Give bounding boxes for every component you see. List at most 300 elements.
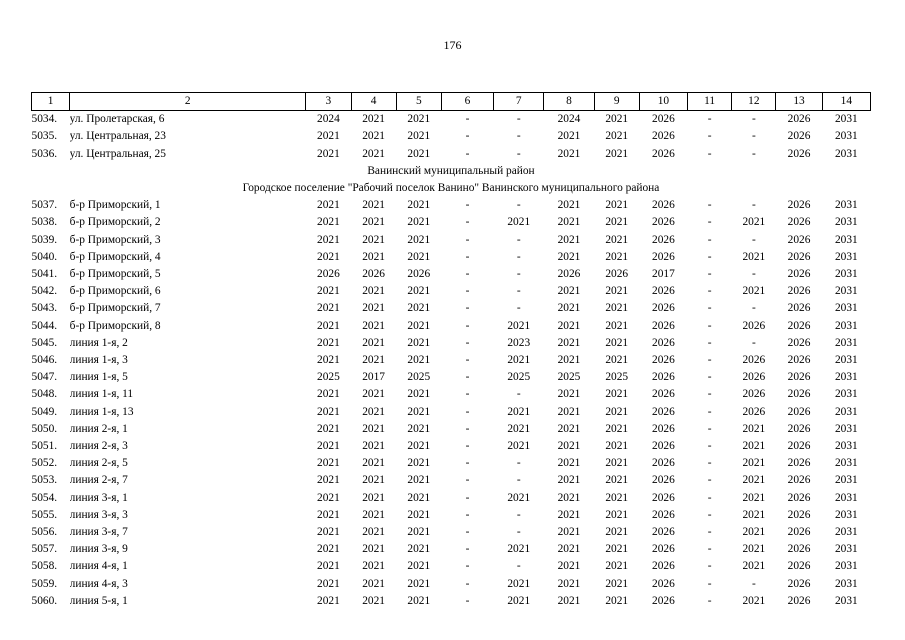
year-cell: 2021	[605, 199, 629, 212]
row-number: 5054.	[31, 491, 58, 504]
year-cell: 2026	[652, 457, 675, 470]
year-cell: -	[465, 319, 470, 332]
year-cell: -	[751, 113, 756, 126]
year-cell: -	[465, 594, 470, 607]
year-cell: 2031	[834, 336, 858, 349]
year-cell: 2021	[557, 508, 581, 521]
year-cell: -	[751, 302, 756, 315]
year-cell: 2021	[507, 216, 531, 229]
year-cell: -	[465, 354, 470, 367]
year-cell: 2021	[557, 474, 581, 487]
row-number: 5052.	[31, 457, 58, 470]
table-row	[32, 197, 871, 214]
year-cell: 2021	[362, 336, 385, 349]
year-cell: 2021	[407, 577, 431, 590]
year-cell: 2025	[557, 371, 581, 384]
header-cell: 4	[351, 93, 396, 111]
year-cell: 2026	[652, 216, 675, 229]
year-cell: 2021	[507, 543, 531, 556]
year-cell: 2021	[317, 130, 340, 143]
year-cell: 2021	[557, 543, 581, 556]
year-cell: 2026	[787, 526, 811, 539]
year-cell: 2026	[317, 268, 340, 281]
table-row	[32, 214, 871, 231]
year-cell: -	[707, 422, 712, 435]
year-cell: 2021	[362, 508, 385, 521]
year-cell: 2021	[742, 457, 766, 470]
table-row	[32, 352, 871, 369]
year-cell: 2031	[834, 491, 858, 504]
year-cell: 2021	[317, 491, 340, 504]
year-cell: 2021	[317, 216, 340, 229]
row-number: 5050.	[31, 422, 58, 435]
year-cell: 2021	[557, 405, 581, 418]
year-cell: -	[516, 508, 521, 521]
year-cell: 2021	[362, 577, 385, 590]
year-cell: 2026	[652, 508, 675, 521]
header-cell: 11	[688, 93, 732, 111]
header-cell: 7	[494, 93, 544, 111]
year-cell: 2021	[557, 285, 581, 298]
year-cell: 2026	[787, 285, 811, 298]
year-cell: -	[516, 457, 521, 470]
table-row	[32, 558, 871, 575]
year-cell: 2021	[362, 526, 385, 539]
year-cell: 2025	[507, 371, 531, 384]
year-cell: 2021	[605, 594, 629, 607]
row-number: 5037.	[31, 199, 58, 212]
year-cell: 2021	[557, 319, 581, 332]
year-cell: -	[465, 388, 470, 401]
year-cell: -	[465, 147, 470, 160]
year-cell: 2021	[742, 216, 766, 229]
row-number: 5047.	[31, 371, 58, 384]
year-cell: 2026	[787, 147, 811, 160]
year-cell: -	[465, 336, 470, 349]
year-cell: 2026	[742, 371, 766, 384]
register-table	[31, 92, 871, 610]
year-cell: 2021	[362, 560, 385, 573]
year-cell: -	[707, 147, 712, 160]
section-row	[32, 180, 871, 197]
table-row	[32, 232, 871, 249]
year-cell: 2021	[557, 199, 581, 212]
year-cell: -	[465, 457, 470, 470]
year-cell: 2021	[507, 354, 531, 367]
year-cell: -	[516, 388, 521, 401]
row-number: 5049.	[31, 405, 58, 418]
row-number: 5053.	[31, 474, 58, 487]
year-cell: 2021	[407, 302, 431, 315]
year-cell: -	[751, 336, 756, 349]
address-cell: б-р Приморский, 2	[69, 216, 161, 229]
year-cell: -	[707, 526, 712, 539]
address-cell: линия 5-я, 1	[69, 594, 128, 607]
year-cell: 2021	[362, 250, 385, 263]
table-row	[32, 300, 871, 317]
year-cell: 2026	[652, 250, 675, 263]
year-cell: -	[516, 285, 521, 298]
year-cell: -	[707, 577, 712, 590]
year-cell: 2021	[507, 422, 531, 435]
year-cell: 2021	[605, 543, 629, 556]
year-cell: 2021	[605, 526, 629, 539]
year-cell: 2026	[652, 319, 675, 332]
year-cell: 2021	[507, 491, 531, 504]
year-cell: 2026	[652, 543, 675, 556]
header-cell: 10	[639, 93, 687, 111]
year-cell: -	[465, 250, 470, 263]
year-cell: -	[707, 250, 712, 263]
year-cell: 2021	[362, 457, 385, 470]
row-number: 5038.	[31, 216, 58, 229]
address-cell: линия 3-я, 3	[69, 508, 128, 521]
row-number: 5041.	[31, 268, 58, 281]
header-cell: 12	[732, 93, 776, 111]
year-cell: 2026	[787, 508, 811, 521]
year-cell: 2021	[362, 233, 385, 246]
table-row	[32, 507, 871, 524]
year-cell: 2021	[557, 560, 581, 573]
year-cell: 2025	[407, 371, 431, 384]
year-cell: 2026	[652, 577, 675, 590]
year-cell: 2021	[605, 422, 629, 435]
year-cell: 2026	[652, 405, 675, 418]
address-cell: линия 2-я, 3	[69, 440, 128, 453]
address-cell: линия 1-я, 5	[69, 371, 128, 384]
year-cell: 2021	[557, 130, 581, 143]
year-cell: 2026	[652, 336, 675, 349]
year-cell: 2026	[787, 302, 811, 315]
year-cell: 2021	[362, 216, 385, 229]
address-cell: линия 2-я, 5	[69, 457, 128, 470]
year-cell: 2021	[557, 491, 581, 504]
year-cell: 2026	[787, 388, 811, 401]
table-row	[32, 472, 871, 489]
row-number: 5058.	[31, 560, 58, 573]
address-cell: линия 1-я, 13	[69, 405, 134, 418]
year-cell: 2026	[652, 302, 675, 315]
year-cell: -	[516, 268, 521, 281]
year-cell: 2021	[362, 474, 385, 487]
year-cell: 2021	[317, 250, 340, 263]
year-cell: 2021	[605, 216, 629, 229]
year-cell: 2021	[407, 474, 431, 487]
year-cell: 2021	[605, 250, 629, 263]
year-cell: 2031	[834, 526, 858, 539]
section-title: Городское поселение "Рабочий поселок Ванино" Ванинского муниципального района	[242, 182, 660, 195]
year-cell: -	[465, 130, 470, 143]
year-cell: 2026	[742, 388, 766, 401]
year-cell: 2026	[557, 268, 581, 281]
row-number: 5040.	[31, 250, 58, 263]
year-cell: 2021	[605, 474, 629, 487]
table-row	[32, 318, 871, 335]
year-cell: 2021	[742, 440, 766, 453]
header-row	[32, 93, 871, 111]
year-cell: -	[516, 199, 521, 212]
year-cell: 2026	[787, 113, 811, 126]
year-cell: 2024	[317, 113, 340, 126]
section-row	[32, 163, 871, 180]
year-cell: -	[516, 302, 521, 315]
year-cell: -	[707, 457, 712, 470]
year-cell: 2021	[507, 577, 531, 590]
year-cell: 2021	[407, 457, 431, 470]
row-number: 5060.	[31, 594, 58, 607]
year-cell: 2021	[317, 577, 340, 590]
year-cell: 2021	[317, 319, 340, 332]
row-number: 5043.	[31, 302, 58, 315]
year-cell: 2021	[407, 354, 431, 367]
year-cell: 2026	[787, 216, 811, 229]
year-cell: -	[465, 199, 470, 212]
year-cell: 2021	[557, 526, 581, 539]
year-cell: -	[465, 302, 470, 315]
row-number: 5057.	[31, 543, 58, 556]
year-cell: -	[465, 508, 470, 521]
table-row	[32, 524, 871, 541]
year-cell: 2021	[317, 147, 340, 160]
year-cell: 2021	[507, 405, 531, 418]
year-cell: 2021	[742, 285, 766, 298]
year-cell: 2021	[557, 336, 581, 349]
header-cell: 1	[32, 93, 70, 111]
year-cell: 2017	[652, 268, 675, 281]
year-cell: 2026	[787, 250, 811, 263]
year-cell: -	[465, 577, 470, 590]
year-cell: 2021	[362, 319, 385, 332]
address-cell: линия 2-я, 7	[69, 474, 128, 487]
year-cell: 2021	[557, 388, 581, 401]
address-cell: ул. Центральная, 23	[69, 130, 166, 143]
address-cell: линия 4-я, 3	[69, 577, 128, 590]
year-cell: 2031	[834, 560, 858, 573]
year-cell: 2021	[362, 113, 385, 126]
year-cell: 2031	[834, 233, 858, 246]
year-cell: 2026	[787, 319, 811, 332]
year-cell: 2021	[317, 526, 340, 539]
year-cell: -	[465, 526, 470, 539]
year-cell: 2026	[787, 491, 811, 504]
year-cell: 2026	[652, 560, 675, 573]
year-cell: 2021	[605, 354, 629, 367]
year-cell: 2026	[652, 440, 675, 453]
year-cell: 2021	[407, 250, 431, 263]
table-row	[32, 249, 871, 266]
year-cell: -	[465, 560, 470, 573]
year-cell: 2026	[652, 199, 675, 212]
table-row	[32, 576, 871, 593]
row-number: 5042.	[31, 285, 58, 298]
year-cell: 2021	[407, 508, 431, 521]
year-cell: 2021	[605, 113, 629, 126]
year-cell: 2021	[605, 491, 629, 504]
year-cell: 2021	[407, 285, 431, 298]
year-cell: -	[516, 560, 521, 573]
year-cell: 2026	[787, 199, 811, 212]
year-cell: 2021	[507, 594, 531, 607]
table-row	[32, 386, 871, 403]
year-cell: 2021	[557, 354, 581, 367]
year-cell: -	[707, 216, 712, 229]
address-cell: б-р Приморский, 1	[69, 199, 161, 212]
table-row	[32, 128, 871, 145]
year-cell: 2026	[652, 526, 675, 539]
year-cell: -	[516, 250, 521, 263]
year-cell: 2021	[605, 508, 629, 521]
year-cell: 2021	[407, 405, 431, 418]
year-cell: 2021	[557, 302, 581, 315]
header-cell: 5	[396, 93, 441, 111]
year-cell: 2031	[834, 147, 858, 160]
table-row	[32, 266, 871, 283]
row-number: 5034.	[31, 113, 58, 126]
year-cell: -	[751, 268, 756, 281]
year-cell: -	[707, 508, 712, 521]
year-cell: 2026	[652, 354, 675, 367]
year-cell: 2021	[557, 594, 581, 607]
year-cell: 2031	[834, 130, 858, 143]
header-cell: 13	[776, 93, 822, 111]
year-cell: -	[707, 440, 712, 453]
year-cell: 2021	[407, 336, 431, 349]
year-cell: 2031	[834, 405, 858, 418]
year-cell: 2021	[317, 457, 340, 470]
year-cell: 2021	[557, 216, 581, 229]
year-cell: -	[707, 302, 712, 315]
year-cell: 2021	[407, 113, 431, 126]
year-cell: 2021	[362, 147, 385, 160]
year-cell: 2021	[362, 199, 385, 212]
table-row	[32, 335, 871, 352]
address-cell: линия 3-я, 7	[69, 526, 128, 539]
year-cell: 2026	[787, 543, 811, 556]
year-cell: 2026	[652, 233, 675, 246]
year-cell: 2031	[834, 250, 858, 263]
year-cell: 2026	[787, 560, 811, 573]
address-cell: б-р Приморский, 3	[69, 233, 161, 246]
year-cell: 2021	[317, 199, 340, 212]
year-cell: 2021	[317, 560, 340, 573]
year-cell: 2021	[362, 543, 385, 556]
address-cell: линия 1-я, 3	[69, 354, 128, 367]
year-cell: -	[516, 526, 521, 539]
row-number: 5056.	[31, 526, 58, 539]
year-cell: 2021	[407, 319, 431, 332]
year-cell: 2026	[787, 440, 811, 453]
year-cell: 2021	[407, 388, 431, 401]
table-row	[32, 593, 871, 610]
address-cell: б-р Приморский, 6	[69, 285, 161, 298]
year-cell: 2031	[834, 543, 858, 556]
year-cell: -	[465, 405, 470, 418]
address-cell: ул. Центральная, 25	[69, 147, 166, 160]
row-number: 5055.	[31, 508, 58, 521]
year-cell: 2021	[407, 440, 431, 453]
row-number: 5039.	[31, 233, 58, 246]
year-cell: 2031	[834, 371, 858, 384]
year-cell: 2021	[317, 388, 340, 401]
year-cell: 2021	[742, 491, 766, 504]
year-cell: 2021	[362, 491, 385, 504]
year-cell: 2021	[317, 474, 340, 487]
year-cell: 2026	[742, 354, 766, 367]
header-cell: 2	[70, 93, 306, 111]
address-cell: б-р Приморский, 7	[69, 302, 161, 315]
table-row	[32, 438, 871, 455]
year-cell: 2031	[834, 422, 858, 435]
year-cell: -	[751, 199, 756, 212]
year-cell: 2026	[652, 371, 675, 384]
year-cell: 2021	[605, 440, 629, 453]
year-cell: -	[707, 113, 712, 126]
year-cell: -	[516, 113, 521, 126]
year-cell: 2031	[834, 457, 858, 470]
year-cell: 2021	[362, 285, 385, 298]
year-cell: 2021	[317, 405, 340, 418]
year-cell: 2026	[652, 285, 675, 298]
year-cell: 2031	[834, 474, 858, 487]
year-cell: 2021	[742, 526, 766, 539]
row-number: 5048.	[31, 388, 58, 401]
year-cell: 2021	[317, 594, 340, 607]
year-cell: 2021	[557, 440, 581, 453]
year-cell: 2021	[605, 405, 629, 418]
year-cell: 2031	[834, 268, 858, 281]
year-cell: -	[707, 199, 712, 212]
year-cell: -	[751, 147, 756, 160]
year-cell: 2021	[407, 543, 431, 556]
year-cell: -	[707, 285, 712, 298]
address-cell: линия 2-я, 1	[69, 422, 128, 435]
address-cell: линия 4-я, 1	[69, 560, 128, 573]
row-number: 5035.	[31, 130, 58, 143]
year-cell: 2021	[742, 594, 766, 607]
year-cell: 2026	[787, 405, 811, 418]
header-cell: 3	[306, 93, 351, 111]
year-cell: -	[465, 113, 470, 126]
year-cell: 2021	[605, 388, 629, 401]
year-cell: 2021	[742, 508, 766, 521]
year-cell: 2026	[652, 388, 675, 401]
year-cell: -	[707, 336, 712, 349]
year-cell: 2021	[362, 405, 385, 418]
year-cell: -	[707, 354, 712, 367]
year-cell: 2021	[742, 422, 766, 435]
year-cell: 2021	[557, 147, 581, 160]
table-body	[32, 111, 871, 610]
year-cell: 2021	[605, 302, 629, 315]
year-cell: 2031	[834, 319, 858, 332]
year-cell: 2021	[407, 233, 431, 246]
year-cell: 2026	[742, 319, 766, 332]
address-cell: ул. Пролетарская, 6	[69, 113, 165, 126]
table-row	[32, 541, 871, 558]
year-cell: 2021	[742, 250, 766, 263]
year-cell: -	[707, 268, 712, 281]
year-cell: 2021	[605, 319, 629, 332]
year-cell: -	[707, 543, 712, 556]
year-cell: 2026	[787, 422, 811, 435]
year-cell: 2021	[317, 422, 340, 435]
year-cell: 2021	[557, 250, 581, 263]
page-number: 176	[443, 38, 462, 52]
year-cell: 2021	[362, 354, 385, 367]
year-cell: 2021	[605, 130, 629, 143]
year-cell: -	[465, 440, 470, 453]
header-cell: 6	[441, 93, 493, 111]
